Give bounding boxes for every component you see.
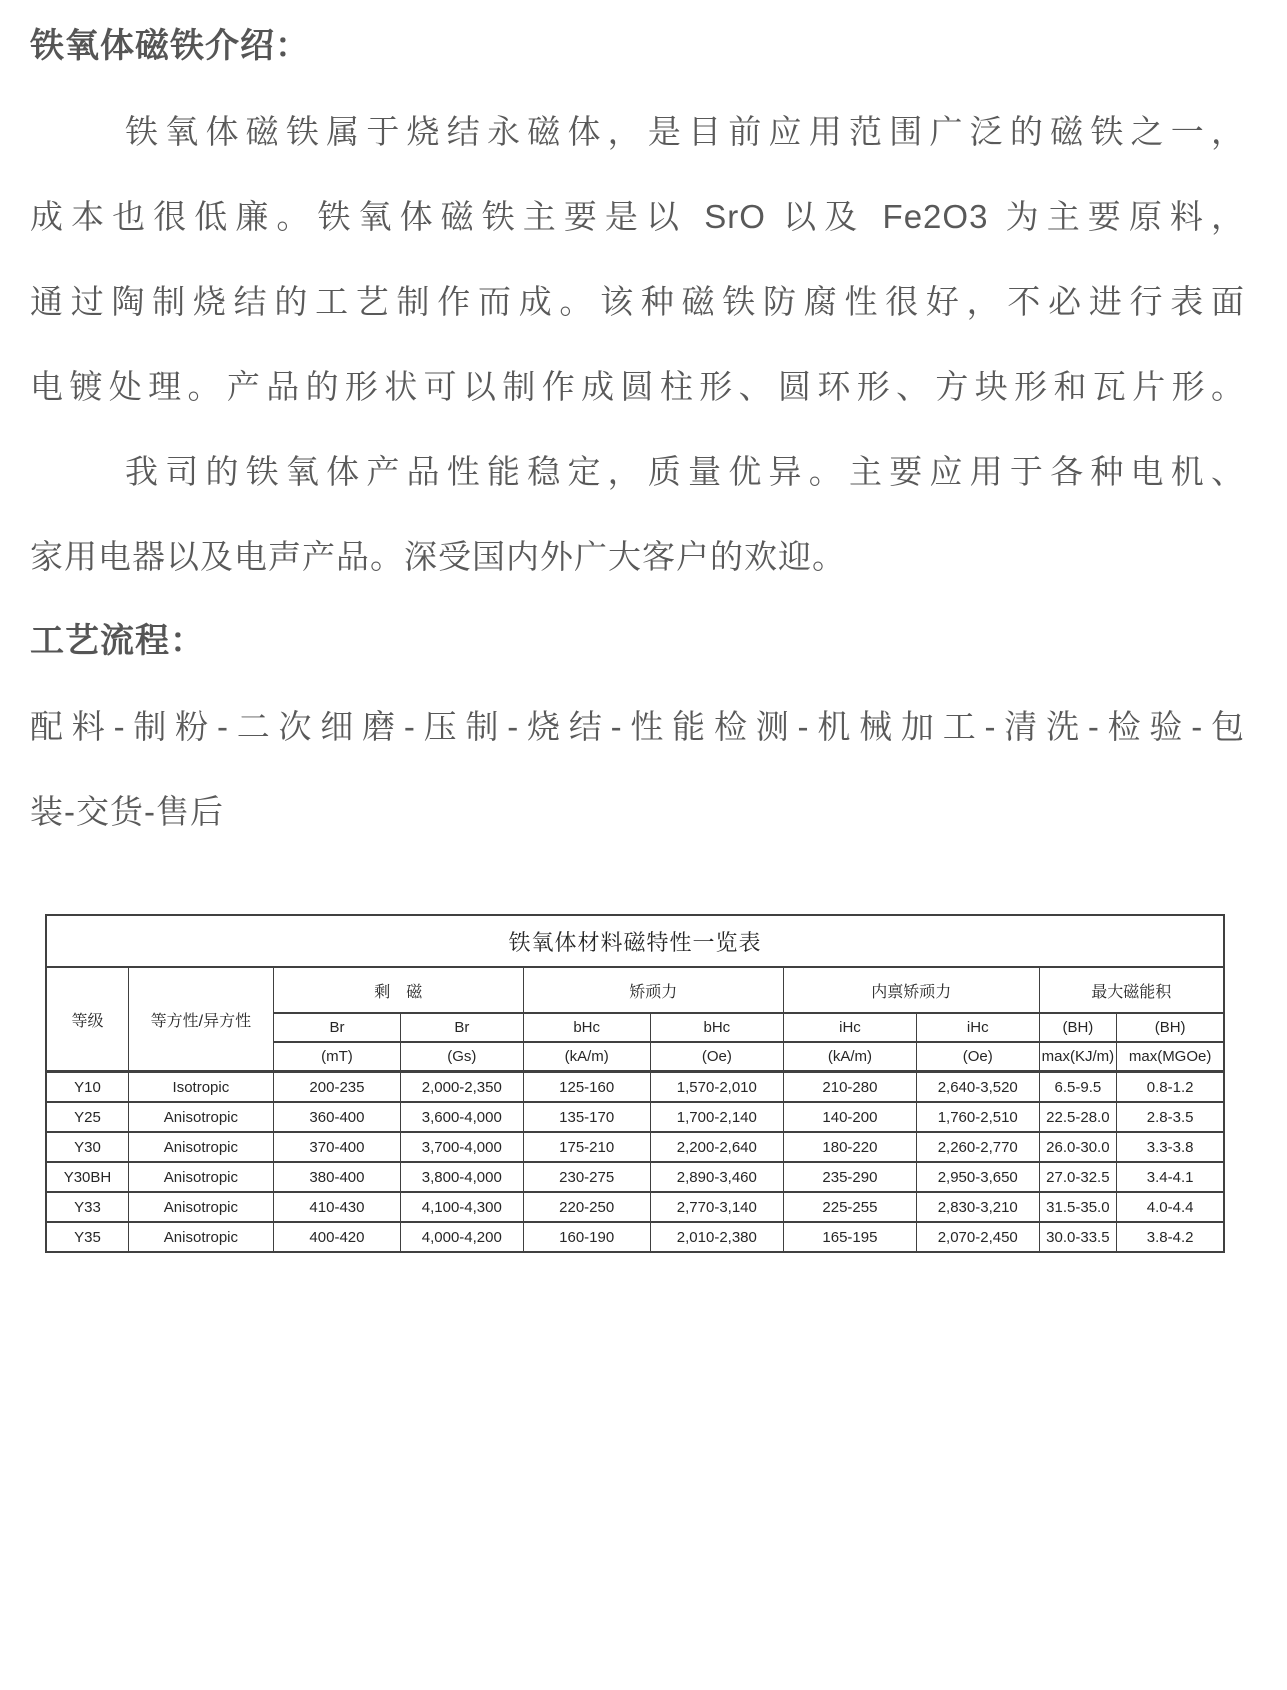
table-cell: 3.8-4.2 [1117,1222,1224,1252]
table-cell: Y30BH [46,1162,128,1192]
table-cell: 2,890-3,460 [650,1162,783,1192]
table-cell: Anisotropic [128,1222,273,1252]
table-cell: Anisotropic [128,1132,273,1162]
table-cell: Y35 [46,1222,128,1252]
table-cell: 1,570-2,010 [650,1072,783,1103]
table-cell: 3,700-4,000 [401,1132,524,1162]
intro-paragraph-line: 我司的铁氧体产品性能稳定，质量优异。主要应用于各种电机、 [125,453,1245,490]
intro-paragraph-line: 通过陶制烧结的工艺制作而成。该种磁铁防腐性很好，不必进行表面 [30,283,1245,320]
table-cell: 2,950-3,650 [917,1162,1040,1192]
table-cell: 0.8-1.2 [1117,1072,1224,1103]
col-header-isotropy: 等方性/异方性 [128,967,273,1072]
table-cell: 410-430 [273,1192,400,1222]
table-cell: 4,100-4,300 [401,1192,524,1222]
unit-cell: max(MGOe) [1117,1042,1224,1072]
unit-cell: (mT) [273,1042,400,1072]
table-cell: 400-420 [273,1222,400,1252]
table-cell: 175-210 [523,1132,650,1162]
table-cell: 380-400 [273,1162,400,1192]
table-cell: 2.8-3.5 [1117,1102,1224,1132]
magnetic-properties-table [45,914,1225,1253]
table-body [46,1072,1224,1253]
table-row [46,1162,1224,1192]
table-cell: 160-190 [523,1222,650,1252]
col-header-grade: 等级 [46,967,128,1072]
table-cell: Anisotropic [128,1162,273,1192]
group-header-max-energy-product: 最大磁能积 [1039,967,1224,1013]
intro-paragraph-line: 电镀处理。产品的形状可以制作成圆柱形、圆环形、方块形和瓦片形。 [30,368,1245,405]
table-cell: 2,830-3,210 [917,1192,1040,1222]
intro-heading: 铁氧体磁铁介绍： [30,27,310,65]
table-cell: 2,770-3,140 [650,1192,783,1222]
group-header-coercivity: 矫顽力 [523,967,783,1013]
subheader-cell: iHc [917,1013,1040,1042]
table-cell: 165-195 [783,1222,916,1252]
table-title: 铁氧体材料磁特性一览表 [46,915,1224,967]
table-cell: 30.0-33.5 [1039,1222,1117,1252]
table-row [46,1102,1224,1132]
intro-paragraph-line: 铁氧体磁铁属于烧结永磁体，是目前应用范围广泛的磁铁之一， [125,113,1245,150]
table-cell: 125-160 [523,1072,650,1103]
table-cell: 2,200-2,640 [650,1132,783,1162]
subheader-cell: bHc [650,1013,783,1042]
table-cell: 2,000-2,350 [401,1072,524,1103]
table-cell: 2,640-3,520 [917,1072,1040,1103]
table-cell: 27.0-32.5 [1039,1162,1117,1192]
process-line: 装-交货-售后 [30,793,224,830]
table-cell: Anisotropic [128,1192,273,1222]
unit-cell: (Oe) [917,1042,1040,1072]
subheader-cell: (BH) [1117,1013,1224,1042]
table-cell: 370-400 [273,1132,400,1162]
table-cell: Anisotropic [128,1102,273,1132]
table-cell: Isotropic [128,1072,273,1103]
table-cell: 31.5-35.0 [1039,1192,1117,1222]
table-cell: 180-220 [783,1132,916,1162]
table-cell: 3.3-3.8 [1117,1132,1224,1162]
process-heading: 工艺流程： [30,622,205,660]
table-cell: Y25 [46,1102,128,1132]
table-cell: 360-400 [273,1102,400,1132]
table-cell: 4.0-4.4 [1117,1192,1224,1222]
table-cell: 4,000-4,200 [401,1222,524,1252]
unit-cell: (Gs) [401,1042,524,1072]
unit-cell: max(KJ/m) [1039,1042,1117,1072]
table-group-header-row [46,967,1224,1013]
table-cell: 210-280 [783,1072,916,1103]
unit-cell: (Oe) [650,1042,783,1072]
table-cell: 3,800-4,000 [401,1162,524,1192]
table-cell: 2,260-2,770 [917,1132,1040,1162]
table-cell: Y10 [46,1072,128,1103]
table-row [46,1132,1224,1162]
table-cell: 6.5-9.5 [1039,1072,1117,1103]
table-cell: 3.4-4.1 [1117,1162,1224,1192]
table-cell: 3,600-4,000 [401,1102,524,1132]
table-cell: 140-200 [783,1102,916,1132]
table-cell: 2,070-2,450 [917,1222,1040,1252]
subheader-cell: Br [273,1013,400,1042]
table-cell: 26.0-30.0 [1039,1132,1117,1162]
subheader-cell: (BH) [1039,1013,1117,1042]
table-cell: 230-275 [523,1162,650,1192]
table-cell: 2,010-2,380 [650,1222,783,1252]
process-line: 配料-制粉-二次细磨-压制-烧结-性能检测-机械加工-清洗-检验-包 [30,708,1245,745]
table-cell: Y33 [46,1192,128,1222]
unit-cell: (kA/m) [783,1042,916,1072]
table-cell: 1,700-2,140 [650,1102,783,1132]
unit-cell: (kA/m) [523,1042,650,1072]
table-cell: 220-250 [523,1192,650,1222]
table-cell: 1,760-2,510 [917,1102,1040,1132]
table-cell: 135-170 [523,1102,650,1132]
table-cell: 200-235 [273,1072,400,1103]
intro-paragraph-line: 成本也很低廉。铁氧体磁铁主要是以 SrO 以及 Fe2O3 为主要原料， [30,198,1245,235]
group-header-remanence: 剩 磁 [273,967,523,1013]
table-title-row [46,915,1224,967]
subheader-cell: Br [401,1013,524,1042]
subheader-cell: bHc [523,1013,650,1042]
subheader-cell: iHc [783,1013,916,1042]
group-header-intrinsic-coercivity: 内禀矫顽力 [783,967,1039,1013]
table-cell: Y30 [46,1132,128,1162]
table-row [46,1072,1224,1103]
table-cell: 235-290 [783,1162,916,1192]
table-cell: 225-255 [783,1192,916,1222]
intro-paragraph-line: 家用电器以及电声产品。深受国内外广大客户的欢迎。 [30,538,846,575]
table-row [46,1222,1224,1252]
table-row [46,1192,1224,1222]
table-cell: 22.5-28.0 [1039,1102,1117,1132]
